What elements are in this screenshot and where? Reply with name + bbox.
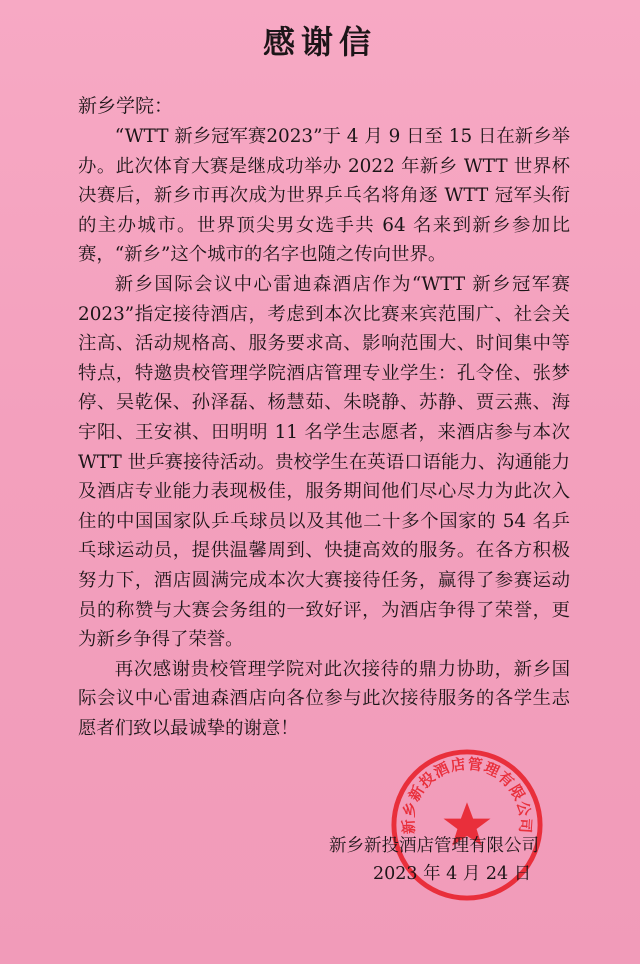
letter-paragraph: “WTT 新乡冠军赛2023”于 4 月 9 日至 15 日在新乡举办。此次体育大赛是继成功举办 2022 年新乡 WTT 世界杯决赛后，新乡市再次成为世界乒乓名将角逐 WTT 冠军头衔的主办城市。世界顶尖男女选手共 64 名来到新乡参加比赛，“新乡”这个城市的名字也随之传向世界。 [78,126,570,266]
letter-paragraph: 再次感谢贵校管理学院对此次接待的鼎力协助，新乡国际会议中心雷迪森酒店向各位参与此次接待服务的各学生志愿者们致以最诚挚的谢意！ [78,658,570,739]
seal-text: 新乡新投酒店管理有限公司 [400,755,534,835]
letter-salutation: 新乡学院： [78,95,174,117]
letter-paragraph: 新乡国际会议中心雷迪森酒店作为“WTT 新乡冠军赛2023”指定接待酒店，考虑到本次比赛来宾范围广、社会关注高、活动规格高、服务要求高、影响范围大、时间集中等特点，特邀贵校管理学院酒店管理专业学生：孔令佺、张梦停、吴乾保、孙泽磊、杨慧茹、朱晓静、苏静、贾云燕、海宇阳、王安祺、田明明 11 名学生志愿者，来酒店参与本次 WTT 世乒赛接待活动。贵校学生在英语口语能力、沟通能力及酒店专业能力表现极佳，服务期间他们尽心尽力为此次入住的中国国家队乒乓球员以及其他二十多个国家的 54 名乒乓球运动员，提供温馨周到、快捷高效的服务。在各方积极努力下，酒店圆满完成本次大赛接待任务，赢得了参赛运动员的称赞与大赛会务组的一致好评，为酒店争得了荣誉，更为新乡争得了荣誉。 [78,273,570,651]
letter-body [78,122,570,743]
letter-title: 感谢信 [262,23,377,61]
letter-signature: 新乡新投酒店管理有限公司 [329,836,539,856]
letter-date: 2023 年 4 月 24 日 [373,864,532,884]
